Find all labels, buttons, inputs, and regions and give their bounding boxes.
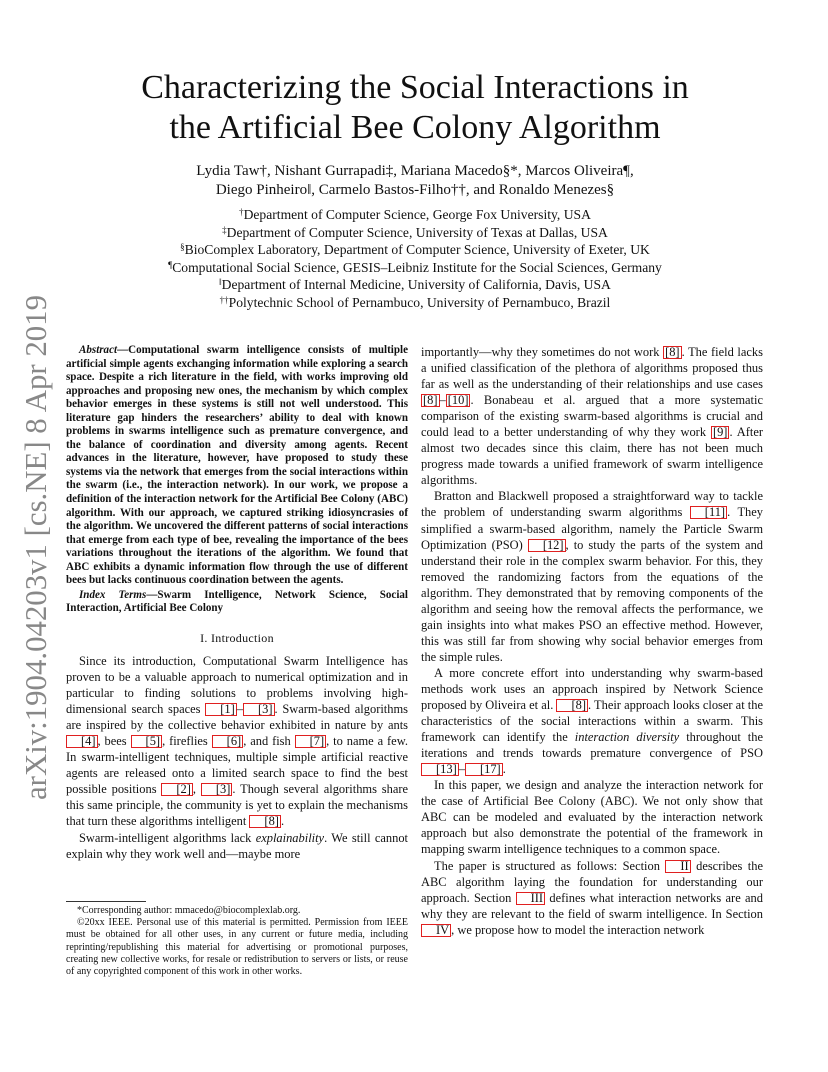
citation-link[interactable]: [17] — [465, 763, 503, 776]
citation-link[interactable]: [4] — [66, 735, 98, 748]
affiliation-text: Polytechnic School of Pernambuco, University of Pernambuco, Brazil — [228, 294, 611, 310]
author-line-1: Lydia Taw†, Nishant Gurrapadi‡, Mariana Macedo§*, Marcos Oliveira¶, — [196, 163, 634, 179]
arxiv-sidebar-stamp — [6, 290, 60, 810]
affiliation-mark: ‡ — [222, 224, 227, 235]
abstract-text: —Computational swarm intelligence consists of multiple artificial simple agents exchanging information while exploring a search space. Despite a rich literature in the field, with works improving old approaches and proposing new ones, the mechanism by which complex behavior emerges in these systems is still not well understood. This literature gap hinders the researchers’ ability to deal with known problems in swarms intelligence such as premature convergence, and the balance of coordination and diversity among agents. Recent advances in the literature, however, have proposed to study these systems via the network that emerges from the social interactions within the swarm (i.e., the interaction network). In our work, we propose a definition of the interaction network for the Artificial Bee Colony (ABC) algorithm. With our approach, we captured striking idiosyncrasies of the algorithm. We uncovered the different patterns of social interactions that emerge from each type of bee, revealing the importance of the bees variations throughout the iterations of the algorithm. We found that ABC exhibits a dynamic information flow through the use of different bees but lacks continuous coordination between the agents. — [66, 344, 408, 587]
left-column — [66, 344, 408, 862]
affiliation-4 — [60, 259, 770, 277]
affiliation-text: Department of Computer Science, University of Texas at Dallas, USA — [226, 224, 608, 240]
affiliation-mark: † — [239, 207, 244, 217]
intro-paragraph-6: In this paper, we design and analyze the interaction network for the case of Artificial Bee Colony (ABC). We not only show that ABC can be modeled and evaluated by the interaction network approach but also demonstrate the potential of the framework in mapping swarm intelligence techniques to a common space. — [421, 778, 763, 857]
intro-paragraph-1: Since its introduction, Computational Swarm Intelligence has proven to be a valuable approach to numerical optimization and in particular to finding solutions to problems involving high-dimensional search spaces [1] – [3] . Swarm-based algorithms are inspired by the collective behavior exhibited in nature by ants [4] , bees [5] , fireflies [6] , and fish [7] , to name a few. In swarm-intelligent techniques, multiple simple artificial reactive agents are released onto a limited search space to find the best possible positions [2] , [3] . Though several algorithms share this same principle, the community is yet to explain the mechanisms that turn these algorithms intelligent [8] . — [66, 653, 409, 829]
index-terms — [66, 589, 408, 616]
citation-link[interactable]: [5] — [131, 735, 163, 748]
footnotes — [66, 901, 408, 978]
affiliation-3 — [60, 241, 770, 259]
right-column — [421, 344, 763, 938]
title-line-2: the Artificial Bee Colony Algorithm — [169, 109, 661, 146]
citation-link[interactable]: [8] — [556, 699, 588, 712]
affiliation-text: BioComplex Laboratory, Department of Computer Science, University of Exeter, UK — [184, 242, 650, 257]
citation-link[interactable]: [9] — [712, 425, 728, 440]
citation-link[interactable]: [7] — [295, 735, 327, 748]
intro-paragraph-3: importantly—why they sometimes do not work [8] . The field lacks a unified classification of the plethora of algorithms proposed thus far as well as the understanding of their relationships and use cases [8] – [10] . Bonabeau et al. argued that a more systematic comparison of the existing swarm-based algorithms is crucial and could lead to a better understanding of why they work [9] . After almost two decades since this claim, there has not been much progress made towards a unified framework of swarm intelligence algorithms. — [421, 345, 764, 488]
citation-link[interactable]: [10] — [447, 393, 469, 408]
citation-link[interactable]: [13] — [421, 763, 459, 776]
citation-link[interactable]: [2] — [161, 783, 193, 796]
abstract — [66, 344, 408, 588]
index-terms-text: —Swarm Intelligence, Network Science, Social Interaction, Artificial Bee Colony — [66, 588, 408, 615]
abstract-label: Abstract — [79, 344, 118, 356]
section-link[interactable]: II — [665, 860, 690, 873]
paper-title — [60, 68, 770, 148]
affiliation-5 — [60, 276, 770, 294]
intro-paragraph-7: The paper is structured as follows: Section II describes the ABC algorithm laying the foundation for understanding our approach. Section III defines what interaction networks are and why they are relevant to the field of swarm intelligence. In Section IV , we propose how to model the interaction network — [421, 858, 763, 937]
citation-link[interactable]: [1] — [205, 703, 237, 716]
affiliation-text: Department of Internal Medicine, University of California, Davis, USA — [221, 277, 611, 292]
footnote-rule — [66, 901, 146, 902]
affiliation-list — [60, 206, 770, 311]
affiliation-6 — [60, 294, 770, 312]
affiliation-text: Computational Social Science, GESIS–Leibniz Institute for the Social Sciences, Germany — [172, 259, 662, 275]
intro-paragraph-4: Bratton and Blackwell proposed a straightforward way to tackle the problem of understanding swarm algorithms [11] . They simplified a swarm-based algorithm, namely the Particle Swarm Optimization (PSO) [12] , to study the parts of the system and understand their role in the complex swarm behavior. For this, they removed the randomizing factors from the equations of the algorithm. They demonstrated that by removing components of the algorithm and seeing how the removal affects the performance, we gain insights into what makes PSO an effective method. However, this was still far from showing why social behavior emerges from the simple rules. — [421, 489, 764, 664]
footnote-copyright: ©20xx IEEE. Personal use of this material is permitted. Permission from IEEE must be obtained for all other uses, in any current or future media, including reprinting/republishing this material for advertising or promotional purposes, creating new collective works, for resale or redistribution to servers or lists, or reuse of any copyrighted component of this work in other works. — [66, 917, 408, 978]
section-link[interactable]: IV — [421, 924, 451, 937]
intro-paragraph-5: A more concrete effort into understanding why swarm-based methods work uses an approach inspired by Network Science proposed by Oliveira et al. [8] . Their approach looks closer at the characteristics of the social interactions within a swarm. This framework can identify the interaction diversity throughout the iterations and trends towards premature convergence of PSO [13] – [17] . — [421, 665, 763, 777]
citation-link[interactable]: [8] — [249, 815, 281, 828]
footnote-corresponding-author: *Corresponding author: mmacedo@biocomplexlab.org. — [77, 905, 301, 916]
affiliation-mark: § — [180, 242, 185, 252]
title-line-1: Characterizing the Social Interactions in — [141, 69, 689, 106]
affiliation-1 — [60, 206, 770, 224]
affiliation-mark: ¶ — [168, 259, 173, 270]
affiliation-2 — [60, 224, 770, 242]
arxiv-identifier: arXiv:1904.04203v1 [cs.NE] 8 Apr 2019 — [18, 292, 53, 800]
citation-link[interactable]: [8] — [423, 393, 438, 408]
citation-link[interactable]: [11] — [690, 506, 727, 519]
citation-link[interactable]: [6] — [212, 735, 244, 748]
affiliation-mark: †† — [219, 294, 229, 305]
citation-link[interactable]: [8] — [665, 345, 680, 359]
author-line-2: Diego Pinheiro‖, Carmelo Bastos-Filho††, and Ronaldo Menezes§ — [215, 182, 615, 198]
index-terms-label: Index Terms — [79, 588, 147, 601]
citation-link[interactable]: [3] — [201, 783, 233, 796]
section-heading-introduction: I. Introduction — [200, 630, 274, 645]
citation-link[interactable]: [12] — [528, 539, 566, 552]
section-link[interactable]: III — [516, 892, 545, 905]
intro-paragraph-2: Swarm-intelligent algorithms lack explainability. We still cannot explain why they work well and—maybe more — [66, 830, 408, 861]
affiliation-text: Department of Computer Science, George Fox University, USA — [243, 207, 591, 222]
citation-link[interactable]: [3] — [243, 703, 275, 716]
author-list — [60, 162, 770, 200]
affiliation-mark: ‖ — [219, 277, 222, 287]
